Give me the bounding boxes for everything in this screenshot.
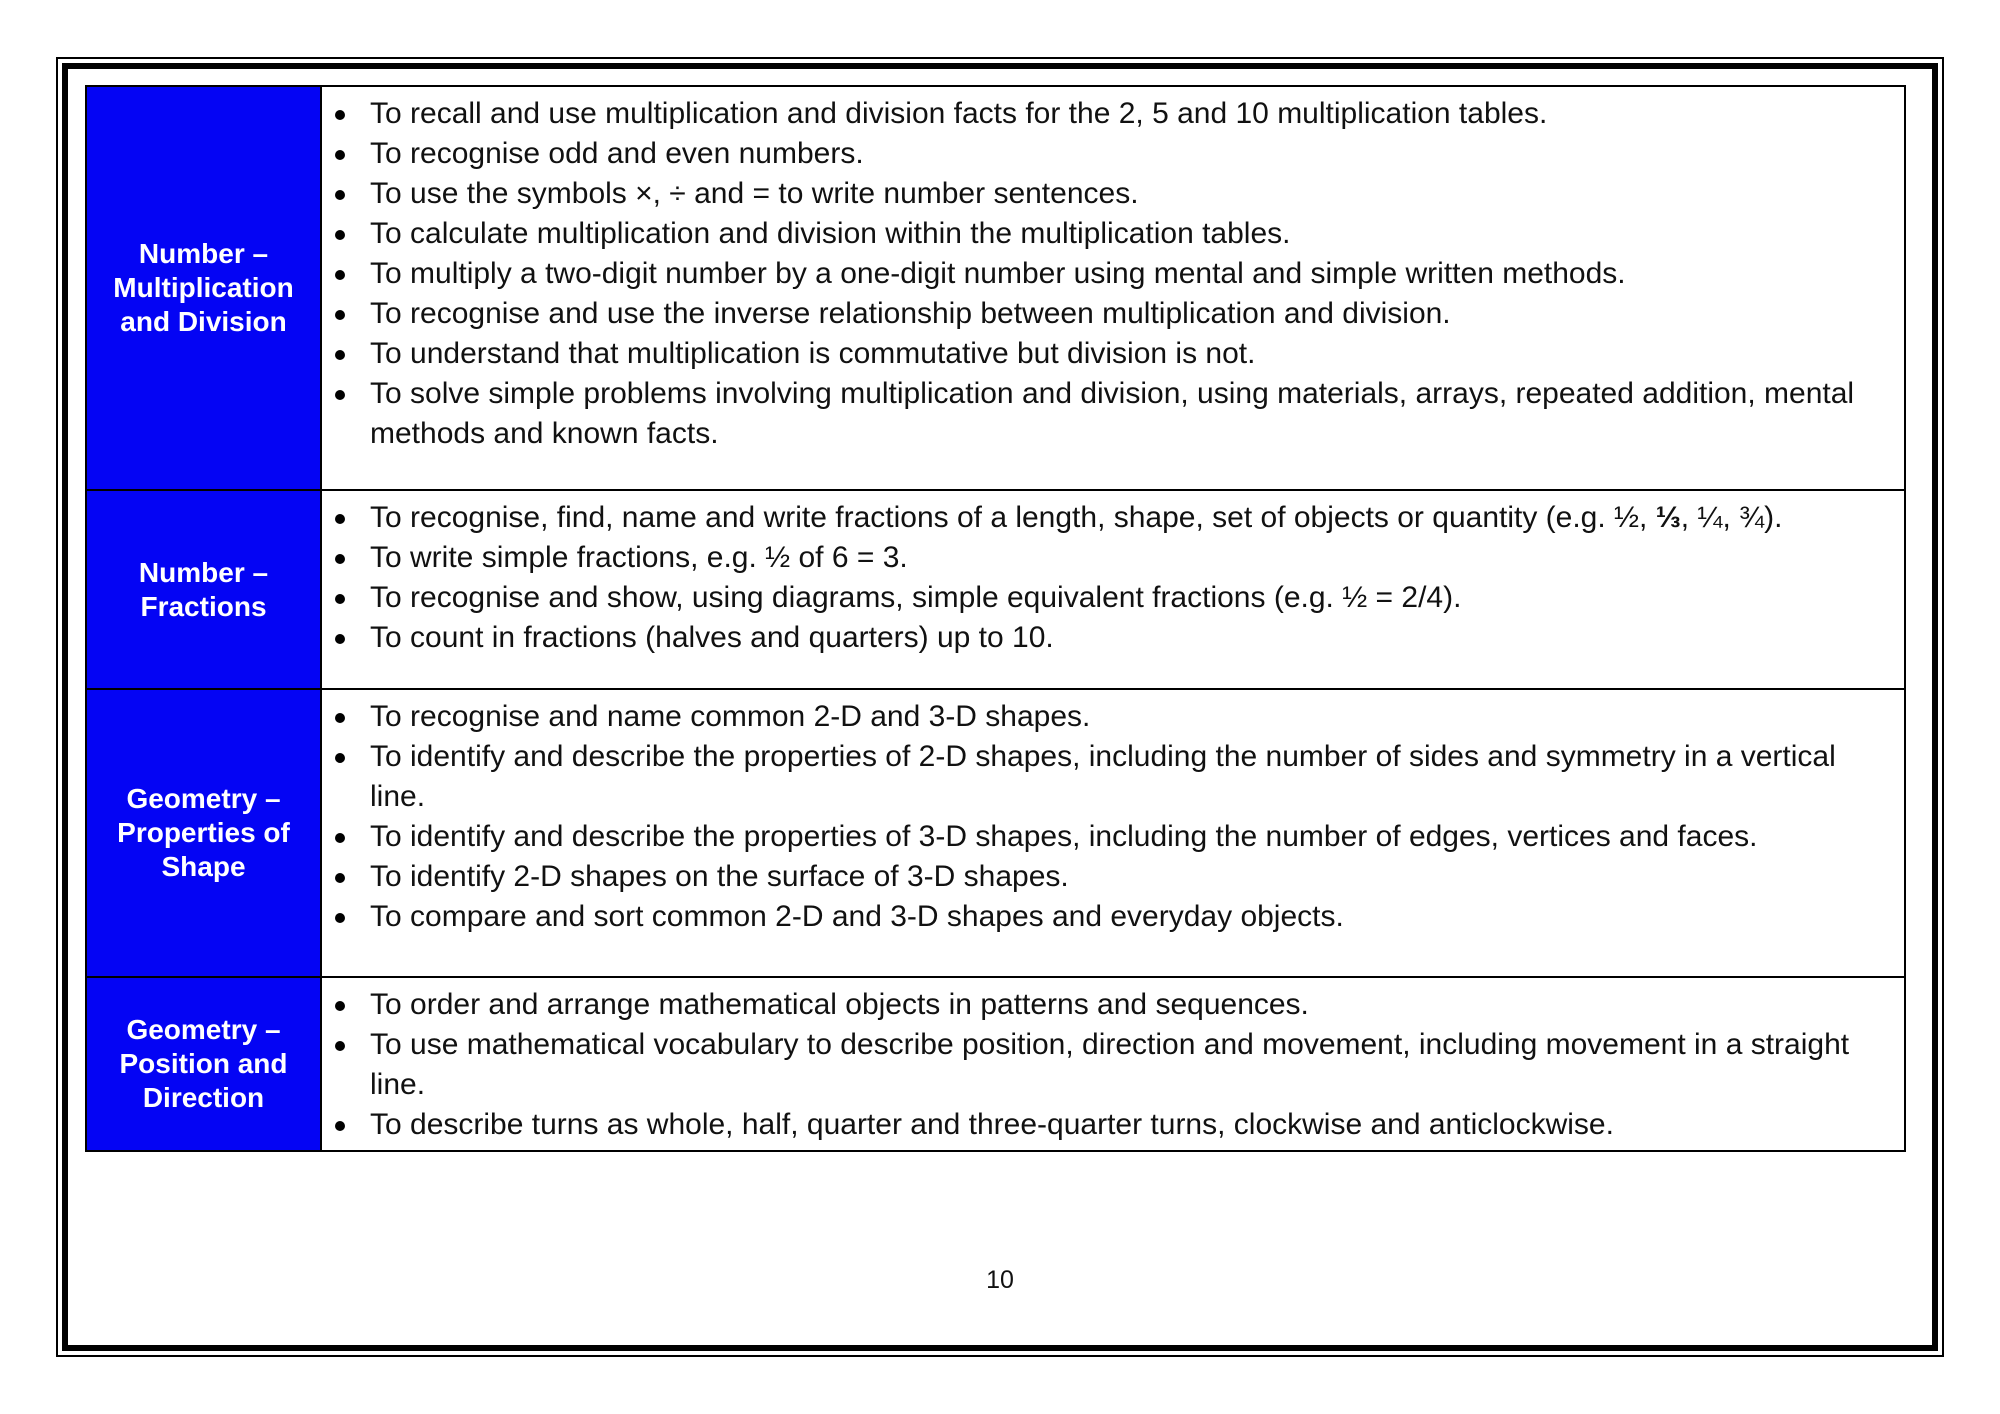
objectives-list <box>322 92 1864 454</box>
objective-item: To recognise and use the inverse relationship between multiplication and division. <box>322 294 1864 334</box>
objectives-cell <box>322 690 1904 976</box>
category-label: Number – Multiplication and Division <box>113 238 294 337</box>
objective-item: To recall and use multiplication and division facts for the 2, 5 and 10 multiplication tables. <box>322 94 1864 134</box>
objective-item: To count in fractions (halves and quarters) up to 10. <box>322 618 1864 658</box>
page-number: 10 <box>986 1266 1014 1294</box>
objective-item: To understand that multiplication is commutative but division is not. <box>322 334 1864 374</box>
objective-item: To solve simple problems involving multiplication and division, using materials, arrays, repeated addition, mental methods and known facts. <box>322 374 1864 454</box>
objective-item: To identify and describe the properties of 3-D shapes, including the number of edges, vertices and faces. <box>322 817 1864 857</box>
objective-item: To recognise odd and even numbers. <box>322 134 1864 174</box>
category-cell <box>87 87 322 489</box>
objective-item: To describe turns as whole, half, quarter and three-quarter turns, clockwise and anticlockwise. <box>322 1105 1864 1145</box>
objectives-list <box>322 695 1864 937</box>
category-label: Geometry – Properties of Shape <box>117 783 290 882</box>
objective-item: To identify 2-D shapes on the surface of 3-D shapes. <box>322 857 1864 897</box>
objective-item: To recognise and show, using diagrams, simple equivalent fractions (e.g. ½ = 2/4). <box>322 578 1864 618</box>
objective-item: To write simple fractions, e.g. ½ of 6 = 3. <box>322 538 1864 578</box>
objectives-cell <box>322 978 1904 1150</box>
objective-item: To recognise and name common 2-D and 3-D shapes. <box>322 697 1864 737</box>
category-label: Number – Fractions <box>138 556 269 622</box>
category-cell <box>87 978 322 1150</box>
table-row <box>87 688 1904 976</box>
objectives-list <box>322 983 1864 1145</box>
table-row <box>87 87 1904 489</box>
objectives-cell <box>322 491 1904 688</box>
table-row <box>87 489 1904 688</box>
objective-item: To use the symbols ×, ÷ and = to write number sentences. <box>322 174 1864 214</box>
objective-item: To calculate multiplication and division within the multiplication tables. <box>322 214 1864 254</box>
objectives-cell <box>322 87 1904 489</box>
objective-item: To order and arrange mathematical objects in patterns and sequences. <box>322 985 1864 1025</box>
objective-item: To compare and sort common 2-D and 3-D shapes and everyday objects. <box>322 897 1864 937</box>
curriculum-table <box>85 85 1906 1152</box>
category-label: Geometry – Position and Direction <box>119 1014 288 1113</box>
category-cell <box>87 491 322 688</box>
category-cell <box>87 690 322 976</box>
objective-item: To recognise, find, name and write fractions of a length, shape, set of objects or quantity (e.g. ½, ⅓, ¼, ¾). <box>322 498 1864 538</box>
objective-item: To multiply a two-digit number by a one-digit number using mental and simple written methods. <box>322 254 1864 294</box>
objective-item: To identify and describe the properties of 2-D shapes, including the number of sides and symmetry in a vertical line. <box>322 737 1864 817</box>
table-row <box>87 976 1904 1150</box>
objective-item: To use mathematical vocabulary to describe position, direction and movement, including movement in a straight line. <box>322 1025 1864 1105</box>
objectives-list <box>322 496 1864 658</box>
